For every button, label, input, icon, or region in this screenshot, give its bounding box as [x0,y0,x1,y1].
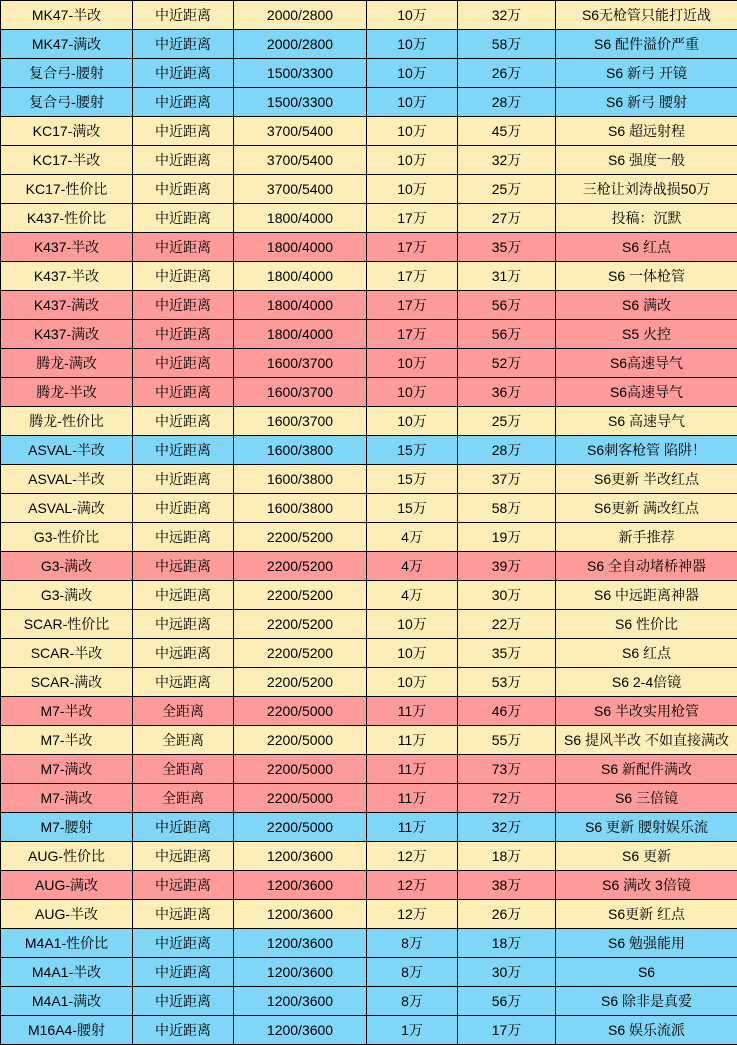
cell-cost_a[interactable]: 10万 [367,59,458,88]
cell-cost_a[interactable]: 17万 [367,320,458,349]
cell-cost_a[interactable]: 10万 [367,1,458,30]
cell-note[interactable]: S6 红点 [556,233,737,262]
table-row [1,871,737,900]
cell-cost_b[interactable]: 31万 [458,262,556,291]
cell-cost_a[interactable]: 12万 [367,900,458,929]
cell-note[interactable]: S6 新弓 腰射 [556,88,737,117]
cell-note[interactable]: S6高速导气 [556,378,737,407]
cell-cost_a[interactable]: 12万 [367,842,458,871]
cell-cost_a[interactable]: 8万 [367,987,458,1016]
cell-cost_a[interactable]: 17万 [367,262,458,291]
cell-cost_a[interactable]: 10万 [367,639,458,668]
cell-note[interactable]: S6刺客枪管 陷阱！ [556,436,737,465]
cell-damage[interactable]: 1800/4000 [234,320,367,349]
cell-weapon[interactable]: KC17-满改 [1,117,133,146]
cell-note[interactable]: S6 娱乐流派 [556,1016,737,1045]
cell-weapon[interactable]: AUG-半改 [1,900,133,929]
cell-damage[interactable]: 3700/5400 [234,175,367,204]
cell-damage[interactable]: 1600/3700 [234,378,367,407]
cell-note[interactable]: S6 中远距离神器 [556,581,737,610]
cell-weapon[interactable]: M7-满改 [1,784,133,813]
cell-cost_b[interactable]: 32万 [458,146,556,175]
table-row [1,958,737,987]
cell-cost_b[interactable]: 36万 [458,378,556,407]
cell-weapon[interactable]: M7-满改 [1,755,133,784]
cell-note[interactable]: S6更新 半改红点 [556,465,737,494]
cell-damage[interactable]: 2200/5200 [234,552,367,581]
table-row [1,697,737,726]
table-row [1,784,737,813]
cell-range[interactable]: 中近距离 [133,987,234,1016]
table-row [1,929,737,958]
table-row [1,349,737,378]
cell-weapon[interactable]: AUG-性价比 [1,842,133,871]
cell-note[interactable]: S6 配件溢价严重 [556,30,737,59]
cell-range[interactable]: 全距离 [133,784,234,813]
cell-range[interactable]: 中近距离 [133,813,234,842]
cell-cost_a[interactable]: 15万 [367,494,458,523]
cell-cost_b[interactable]: 27万 [458,204,556,233]
cell-cost_a[interactable]: 10万 [367,175,458,204]
cell-weapon[interactable]: 复合弓-腰射 [1,59,133,88]
cell-damage[interactable]: 1800/4000 [234,233,367,262]
table-row [1,1,737,30]
cell-cost_b[interactable]: 56万 [458,291,556,320]
cell-note[interactable]: S6更新 满改红点 [556,494,737,523]
cell-weapon[interactable]: MK47-满改 [1,30,133,59]
cell-damage[interactable]: 2200/5000 [234,813,367,842]
cell-damage[interactable]: 2200/5200 [234,668,367,697]
cell-damage[interactable]: 2000/2800 [234,1,367,30]
cell-cost_a[interactable]: 10万 [367,610,458,639]
cell-weapon[interactable]: G3-满改 [1,552,133,581]
cell-damage[interactable]: 2200/5200 [234,523,367,552]
cell-range[interactable]: 中近距离 [133,291,234,320]
cell-weapon[interactable]: M4A1-满改 [1,987,133,1016]
cell-cost_b[interactable]: 39万 [458,552,556,581]
cell-note[interactable]: 三枪让刘涛战损50万 [556,175,737,204]
table-row [1,987,737,1016]
cell-range[interactable]: 中近距离 [133,1,234,30]
cell-range[interactable]: 中近距离 [133,378,234,407]
cell-range[interactable]: 中远距离 [133,552,234,581]
cell-note[interactable]: S6更新 红点 [556,900,737,929]
cell-cost_b[interactable]: 32万 [458,1,556,30]
table-row [1,407,737,436]
cell-damage[interactable]: 1200/3600 [234,987,367,1016]
cell-range[interactable]: 中近距离 [133,407,234,436]
cell-range[interactable]: 全距离 [133,755,234,784]
cell-note[interactable]: S6 全自动堵桥神器 [556,552,737,581]
cell-weapon[interactable]: KC17-性价比 [1,175,133,204]
cell-cost_a[interactable]: 12万 [367,871,458,900]
cell-cost_b[interactable]: 35万 [458,233,556,262]
table-row [1,755,737,784]
table-row [1,88,737,117]
cell-cost_b[interactable]: 38万 [458,871,556,900]
cell-range[interactable]: 中远距离 [133,610,234,639]
cell-cost_b[interactable]: 37万 [458,465,556,494]
table-row [1,813,737,842]
cell-damage[interactable]: 2200/5200 [234,639,367,668]
cell-weapon[interactable]: KC17-半改 [1,146,133,175]
cell-note[interactable]: S6 更新 [556,842,737,871]
cell-cost_b[interactable]: 56万 [458,320,556,349]
table-row [1,552,737,581]
table-row [1,639,737,668]
table-row [1,233,737,262]
cell-range[interactable]: 中近距离 [133,494,234,523]
table-row [1,726,737,755]
cell-note[interactable]: S6 更新 腰射娱乐流 [556,813,737,842]
cell-note[interactable]: S6 强度一般 [556,146,737,175]
cell-range[interactable]: 中远距离 [133,900,234,929]
table-row [1,465,737,494]
cell-cost_a[interactable]: 10万 [367,117,458,146]
table-body [1,1,737,1045]
cell-weapon[interactable]: MK47-半改 [1,1,133,30]
cell-cost_b[interactable]: 56万 [458,987,556,1016]
table-row [1,204,737,233]
cell-cost_b[interactable]: 22万 [458,610,556,639]
cell-damage[interactable]: 1200/3600 [234,900,367,929]
cell-weapon[interactable]: K437-半改 [1,262,133,291]
cell-cost_b[interactable]: 28万 [458,436,556,465]
cell-range[interactable]: 中远距离 [133,842,234,871]
cell-note[interactable]: S6 新配件满改 [556,755,737,784]
cell-note[interactable]: S5 火控 [556,320,737,349]
cell-weapon[interactable]: ASVAL-满改 [1,494,133,523]
cell-cost_a[interactable]: 10万 [367,349,458,378]
cell-cost_a[interactable]: 4万 [367,581,458,610]
cell-damage[interactable]: 2200/5200 [234,581,367,610]
cell-note[interactable]: S6 三倍镜 [556,784,737,813]
cell-range[interactable]: 中近距离 [133,146,234,175]
table-row [1,291,737,320]
cell-note[interactable]: S6 2-4倍镜 [556,668,737,697]
cell-weapon[interactable]: M7-半改 [1,726,133,755]
cell-cost_a[interactable]: 17万 [367,233,458,262]
cell-note[interactable]: S6 提风半改 不如直接满改 [556,726,737,755]
cell-range[interactable]: 中远距离 [133,668,234,697]
cell-note[interactable]: S6 高速导气 [556,407,737,436]
cell-cost_a[interactable]: 10万 [367,88,458,117]
cell-damage[interactable]: 1200/3600 [234,958,367,987]
cell-cost_b[interactable]: 18万 [458,929,556,958]
cell-damage[interactable]: 2000/2800 [234,30,367,59]
cell-weapon[interactable]: ASVAL-半改 [1,465,133,494]
cell-note[interactable]: S6高速导气 [556,349,737,378]
cell-range[interactable]: 中近距离 [133,175,234,204]
table-row [1,320,737,349]
cell-weapon[interactable]: 腾龙-满改 [1,349,133,378]
cell-cost_b[interactable]: 72万 [458,784,556,813]
cell-range[interactable]: 全距离 [133,697,234,726]
cell-damage[interactable]: 1500/3300 [234,59,367,88]
table-row [1,900,737,929]
cell-note[interactable]: S6 新弓 开镜 [556,59,737,88]
cell-range[interactable]: 中近距离 [133,929,234,958]
cell-damage[interactable]: 1600/3800 [234,494,367,523]
table-row [1,523,737,552]
cell-cost_a[interactable]: 15万 [367,465,458,494]
cell-weapon[interactable]: AUG-满改 [1,871,133,900]
cell-range[interactable]: 中远距离 [133,523,234,552]
cell-damage[interactable]: 1600/3700 [234,349,367,378]
cell-cost_b[interactable]: 32万 [458,813,556,842]
table-row [1,668,737,697]
cell-range[interactable]: 中近距离 [133,117,234,146]
cell-weapon[interactable]: SCAR-半改 [1,639,133,668]
cell-cost_a[interactable]: 10万 [367,146,458,175]
cell-range[interactable]: 中近距离 [133,1016,234,1045]
cell-note[interactable]: 投稿：沉默 [556,204,737,233]
table-row [1,262,737,291]
cell-damage[interactable]: 1600/3800 [234,436,367,465]
cell-range[interactable]: 中近距离 [133,958,234,987]
cell-cost_a[interactable]: 4万 [367,552,458,581]
cell-damage[interactable]: 2200/5000 [234,726,367,755]
cell-note[interactable]: S6 性价比 [556,610,737,639]
cell-weapon[interactable]: SCAR-满改 [1,668,133,697]
cell-cost_a[interactable]: 10万 [367,378,458,407]
cell-range[interactable]: 中近距离 [133,88,234,117]
cell-cost_a[interactable]: 1万 [367,1016,458,1045]
cell-cost_b[interactable]: 55万 [458,726,556,755]
cell-cost_b[interactable]: 30万 [458,581,556,610]
cell-cost_b[interactable]: 35万 [458,639,556,668]
cell-damage[interactable]: 2200/5000 [234,755,367,784]
table-row [1,30,737,59]
cell-weapon[interactable]: M4A1-性价比 [1,929,133,958]
cell-weapon[interactable]: K437-满改 [1,320,133,349]
cell-cost_a[interactable]: 15万 [367,436,458,465]
cell-cost_a[interactable]: 4万 [367,523,458,552]
table-row [1,378,737,407]
cell-cost_a[interactable]: 8万 [367,958,458,987]
cell-cost_a[interactable]: 11万 [367,813,458,842]
cell-weapon[interactable]: M7-腰射 [1,813,133,842]
cell-cost_a[interactable]: 10万 [367,407,458,436]
cell-damage[interactable]: 3700/5400 [234,117,367,146]
cell-range[interactable]: 中近距离 [133,436,234,465]
cell-range[interactable]: 中近距离 [133,349,234,378]
cell-cost_a[interactable]: 11万 [367,726,458,755]
cell-cost_a[interactable]: 11万 [367,784,458,813]
cell-damage[interactable]: 1800/4000 [234,204,367,233]
cell-cost_a[interactable]: 10万 [367,30,458,59]
cell-weapon[interactable]: 腾龙-半改 [1,378,133,407]
cell-weapon[interactable]: K437-性价比 [1,204,133,233]
cell-note[interactable]: S6 除非是真爱 [556,987,737,1016]
cell-cost_b[interactable]: 45万 [458,117,556,146]
cell-cost_b[interactable]: 53万 [458,668,556,697]
cell-damage[interactable]: 3700/5400 [234,146,367,175]
cell-note[interactable]: 新手推荐 [556,523,737,552]
table-row [1,117,737,146]
cell-weapon[interactable]: ASVAL-半改 [1,436,133,465]
cell-cost_b[interactable]: 17万 [458,1016,556,1045]
cell-cost_a[interactable]: 8万 [367,929,458,958]
cell-note[interactable]: S6 满改 [556,291,737,320]
cell-range[interactable]: 中远距离 [133,581,234,610]
cell-note[interactable]: S6 满改 3倍镜 [556,871,737,900]
cell-damage[interactable]: 1200/3600 [234,842,367,871]
cell-damage[interactable]: 1200/3600 [234,1016,367,1045]
cell-cost_a[interactable]: 17万 [367,291,458,320]
cell-note[interactable]: S6 半改实用枪管 [556,697,737,726]
cell-weapon[interactable]: M7-半改 [1,697,133,726]
table-row [1,842,737,871]
cell-cost_b[interactable]: 30万 [458,958,556,987]
table-row [1,610,737,639]
cell-note[interactable]: S6 超远射程 [556,117,737,146]
cell-cost_a[interactable]: 17万 [367,204,458,233]
cell-range[interactable]: 中远距离 [133,639,234,668]
cell-weapon[interactable]: K437-满改 [1,291,133,320]
cell-damage[interactable]: 1500/3300 [234,88,367,117]
cell-cost_b[interactable]: 52万 [458,349,556,378]
cell-note[interactable]: S6 一体枪管 [556,262,737,291]
cell-range[interactable]: 中近距离 [133,59,234,88]
cell-cost_b[interactable]: 58万 [458,494,556,523]
cell-cost_a[interactable]: 11万 [367,697,458,726]
table-row [1,436,737,465]
table-row [1,494,737,523]
cell-range[interactable]: 全距离 [133,726,234,755]
cell-range[interactable]: 中近距离 [133,204,234,233]
cell-weapon[interactable]: G3-满改 [1,581,133,610]
cell-range[interactable]: 中近距离 [133,320,234,349]
cell-note[interactable]: S6 [556,958,737,987]
table-row [1,59,737,88]
cell-cost_b[interactable]: 18万 [458,842,556,871]
cell-note[interactable]: S6 勉强能用 [556,929,737,958]
cell-damage[interactable]: 1800/4000 [234,262,367,291]
cell-weapon[interactable]: K437-半改 [1,233,133,262]
cell-note[interactable]: S6无枪管只能打近战 [556,1,737,30]
cell-cost_b[interactable]: 73万 [458,755,556,784]
cell-range[interactable]: 中远距离 [133,871,234,900]
cell-weapon[interactable]: G3-性价比 [1,523,133,552]
cell-weapon[interactable]: SCAR-性价比 [1,610,133,639]
cell-damage[interactable]: 1200/3600 [234,929,367,958]
cell-damage[interactable]: 1600/3700 [234,407,367,436]
cell-weapon[interactable]: 腾龙-性价比 [1,407,133,436]
cell-weapon[interactable]: 复合弓-腰射 [1,88,133,117]
table-row [1,1016,737,1045]
cell-weapon[interactable]: M4A1-半改 [1,958,133,987]
cell-cost_b[interactable]: 19万 [458,523,556,552]
cell-cost_b[interactable]: 26万 [458,900,556,929]
cell-range[interactable]: 中近距离 [133,233,234,262]
cell-damage[interactable]: 1200/3600 [234,871,367,900]
cell-damage[interactable]: 2200/5000 [234,697,367,726]
cell-weapon[interactable]: M16A4-腰射 [1,1016,133,1045]
cell-damage[interactable]: 1800/4000 [234,291,367,320]
cell-note[interactable]: S6 红点 [556,639,737,668]
cell-cost_b[interactable]: 46万 [458,697,556,726]
table-row [1,175,737,204]
cell-cost_b[interactable]: 58万 [458,30,556,59]
cell-damage[interactable]: 1600/3800 [234,465,367,494]
cell-cost_b[interactable]: 25万 [458,175,556,204]
cell-cost_b[interactable]: 26万 [458,59,556,88]
table-row [1,581,737,610]
cell-range[interactable]: 中近距离 [133,262,234,291]
table-row [1,146,737,175]
cell-cost_b[interactable]: 25万 [458,407,556,436]
cell-cost_a[interactable]: 11万 [367,755,458,784]
cell-range[interactable]: 中近距离 [133,465,234,494]
cell-damage[interactable]: 2200/5200 [234,610,367,639]
cell-cost_a[interactable]: 10万 [367,668,458,697]
cell-range[interactable]: 中近距离 [133,30,234,59]
cell-damage[interactable]: 2200/5000 [234,784,367,813]
cell-cost_b[interactable]: 28万 [458,88,556,117]
